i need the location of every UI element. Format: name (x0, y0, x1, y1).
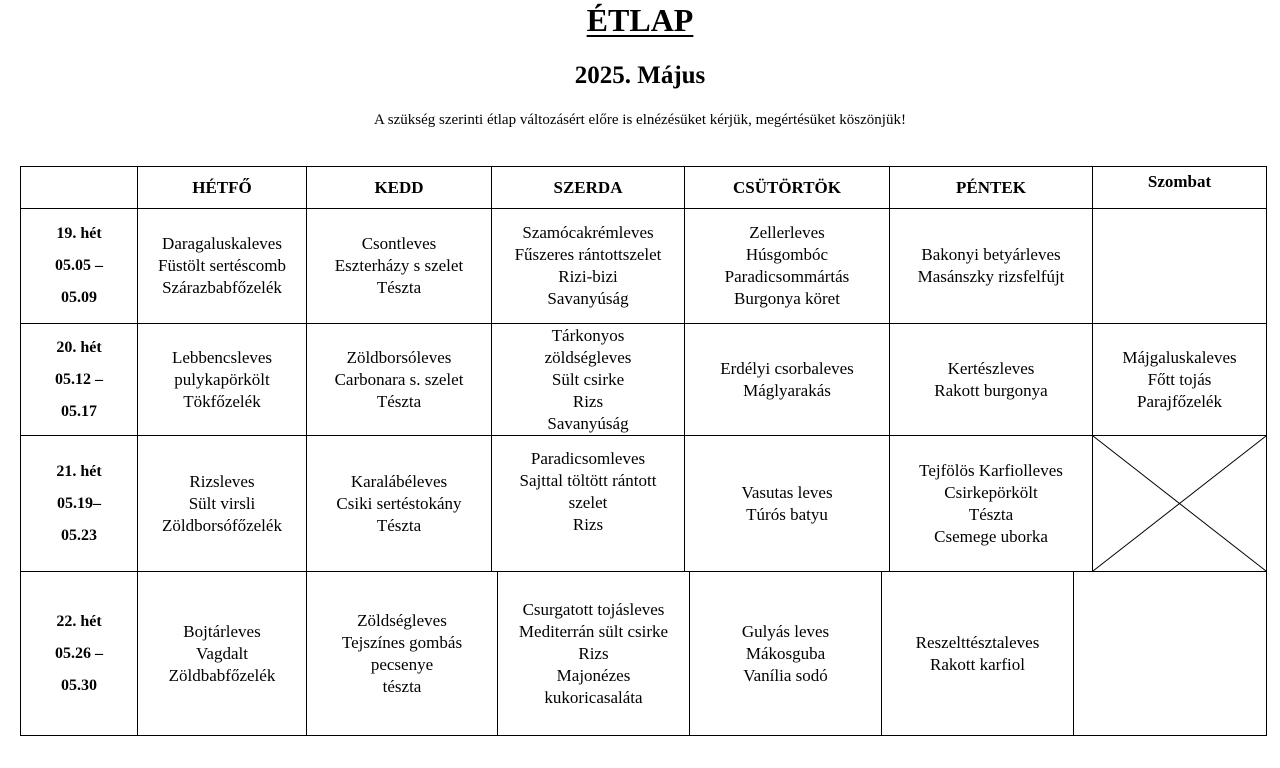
menu-cell (138, 324, 306, 435)
menu-item: Fűszeres rántottszelet (514, 245, 662, 264)
menu-cell (307, 436, 491, 571)
day-header-csutortok: CSÜTÖRTÖK (732, 177, 842, 197)
menu-item: Karalábéleves (350, 471, 448, 491)
menu-item: Sült virsli (188, 493, 256, 513)
week-label: 22. hét 05.26 – 05.30 (55, 612, 103, 694)
menu-item: Zellerleves (749, 223, 825, 242)
menu-item: Rizi-bizi (558, 267, 618, 286)
menu-item: Rakott karfiol (930, 654, 1025, 674)
menu-item: Húsgombóc (745, 245, 829, 264)
menu-cell (492, 324, 684, 435)
menu-item: Rizsleves (189, 471, 255, 491)
menu-cell (307, 572, 497, 735)
menu-item: Gulyás leves (741, 621, 830, 641)
menu-cell-empty (1074, 572, 1266, 735)
menu-item: Tejszínes gombás (341, 632, 463, 652)
menu-item: Tejfölös Karfiolleves (919, 460, 1063, 480)
menu-cell (882, 572, 1073, 735)
menu-item: Csemege uborka (934, 526, 1048, 546)
menu-item: Bakonyi betyárleves (921, 245, 1061, 264)
menu-item: Carbonara s. szelet (334, 369, 464, 389)
menu-item: Tárkonyos (551, 325, 625, 345)
menu-item: Túrós batyu (746, 504, 828, 524)
menu-cell (492, 436, 684, 571)
menu-item: Masánszky rizsfelfújt (917, 267, 1065, 286)
page-subtitle: 2025. Május (574, 62, 706, 89)
menu-item: Bojtárleves (183, 621, 261, 641)
menu-cell (307, 209, 491, 323)
week-label: 20. hét 05.12 – 05.17 (55, 338, 103, 420)
menu-cell (685, 436, 889, 571)
menu-item: Savanyúság (547, 289, 629, 308)
menu-cell (307, 324, 491, 435)
menu-item: Paradicsommártás (724, 267, 850, 286)
day-header-szerda: SZERDA (553, 177, 623, 197)
menu-item: Rakott burgonya (934, 380, 1048, 400)
menu-item: Csiki sertéstokány (336, 493, 462, 513)
menu-cell (1093, 324, 1266, 435)
menu-item: Sajttal töltött rántott (519, 471, 657, 490)
menu-item: Csirkepörkölt (944, 482, 1038, 502)
day-header-szombat: Szombat (1147, 172, 1212, 191)
menu-item: Szamócakrémleves (522, 223, 654, 242)
menu-item: Zöldborsóleves (346, 347, 452, 367)
week-label: 21. hét 05.19– 05.23 (56, 462, 102, 544)
menu-item: szelet (568, 493, 608, 512)
menu-item: Erdélyi csorbaleves (720, 358, 854, 378)
menu-item: Tészta (968, 504, 1014, 524)
menu-item: Parajfőzelék (1137, 391, 1222, 411)
menu-item: Szárazbabfőzelék (162, 278, 282, 297)
menu-item: Mákosguba (745, 643, 826, 663)
menu-item: Sült csirke (551, 369, 625, 389)
menu-item: Eszterházy s szelet (334, 256, 464, 275)
day-header-pentek: PÉNTEK (956, 177, 1026, 197)
menu-item: Tészta (376, 278, 422, 297)
menu-cell (685, 324, 889, 435)
menu-item: Mediterrán sült csirke (518, 621, 669, 641)
menu-item: Tészta (376, 515, 422, 535)
menu-cell (690, 572, 881, 735)
menu-item: kukoricasaláta (544, 687, 643, 707)
menu-item: Füstölt sertéscomb (158, 256, 286, 275)
menu-item: Májgaluskaleves (1122, 347, 1237, 367)
menu-item: Paradicsomleves (530, 449, 646, 468)
menu-item: Savanyúság (547, 413, 629, 433)
menu-item: pulykapörkölt (174, 369, 270, 389)
menu-item: Kertészleves (947, 358, 1035, 378)
menu-item: Csontleves (361, 234, 437, 253)
menu-item: Burgonya köret (734, 289, 840, 308)
menu-cell (492, 209, 684, 323)
menu-item: Tökfőzelék (183, 391, 261, 411)
menu-item: tészta (382, 676, 422, 696)
menu-item: Máglyarakás (743, 380, 831, 400)
menu-cell (685, 209, 889, 323)
menu-item: Zöldborsófőzelék (162, 515, 282, 535)
menu-item: Reszelttésztaleves (915, 632, 1040, 652)
menu-item: Zöldbabfőzelék (168, 665, 276, 685)
menu-item: Zöldségleves (357, 610, 447, 630)
menu-cell (138, 572, 306, 735)
menu-cell (498, 572, 689, 735)
page-title: ÉTLAP (586, 2, 694, 38)
menu-cell (890, 324, 1092, 435)
menu-cell (138, 209, 306, 323)
menu-item: Tészta (376, 391, 422, 411)
menu-item: Vanília sodó (743, 665, 828, 685)
week-label: 19. hét 05.05 – 05.09 (55, 225, 103, 306)
menu-item: Vasutas leves (741, 482, 833, 502)
menu-item: pecsenye (370, 654, 434, 674)
menu-item: Vagdalt (196, 643, 248, 663)
menu-item: Daragaluskaleves (162, 234, 282, 253)
menu-item: Főtt tojás (1147, 369, 1212, 389)
menu-item: Csurgatott tojásleves (522, 599, 665, 619)
day-header-kedd: KEDD (374, 177, 424, 197)
menu-cell (890, 209, 1092, 323)
menu-item: Lebbencsleves (171, 347, 273, 367)
menu-item: Majonézes (556, 665, 631, 685)
menu-cell-empty (1093, 209, 1266, 323)
menu-item: Rizs (572, 391, 604, 411)
notice-text: A szükség szerinti étlap változásért előre is elnézésüket kérjük, megértésüket köszönjük! (374, 112, 906, 128)
menu-cell-crossed-out (1093, 436, 1266, 571)
menu-cell (890, 436, 1092, 571)
menu-item: zöldségleves (544, 347, 632, 367)
menu-item: Rizs (578, 643, 609, 663)
menu-cell (138, 436, 306, 571)
menu-item: Rizs (572, 515, 604, 534)
day-header-hetfo: HÉTFŐ (192, 177, 252, 197)
